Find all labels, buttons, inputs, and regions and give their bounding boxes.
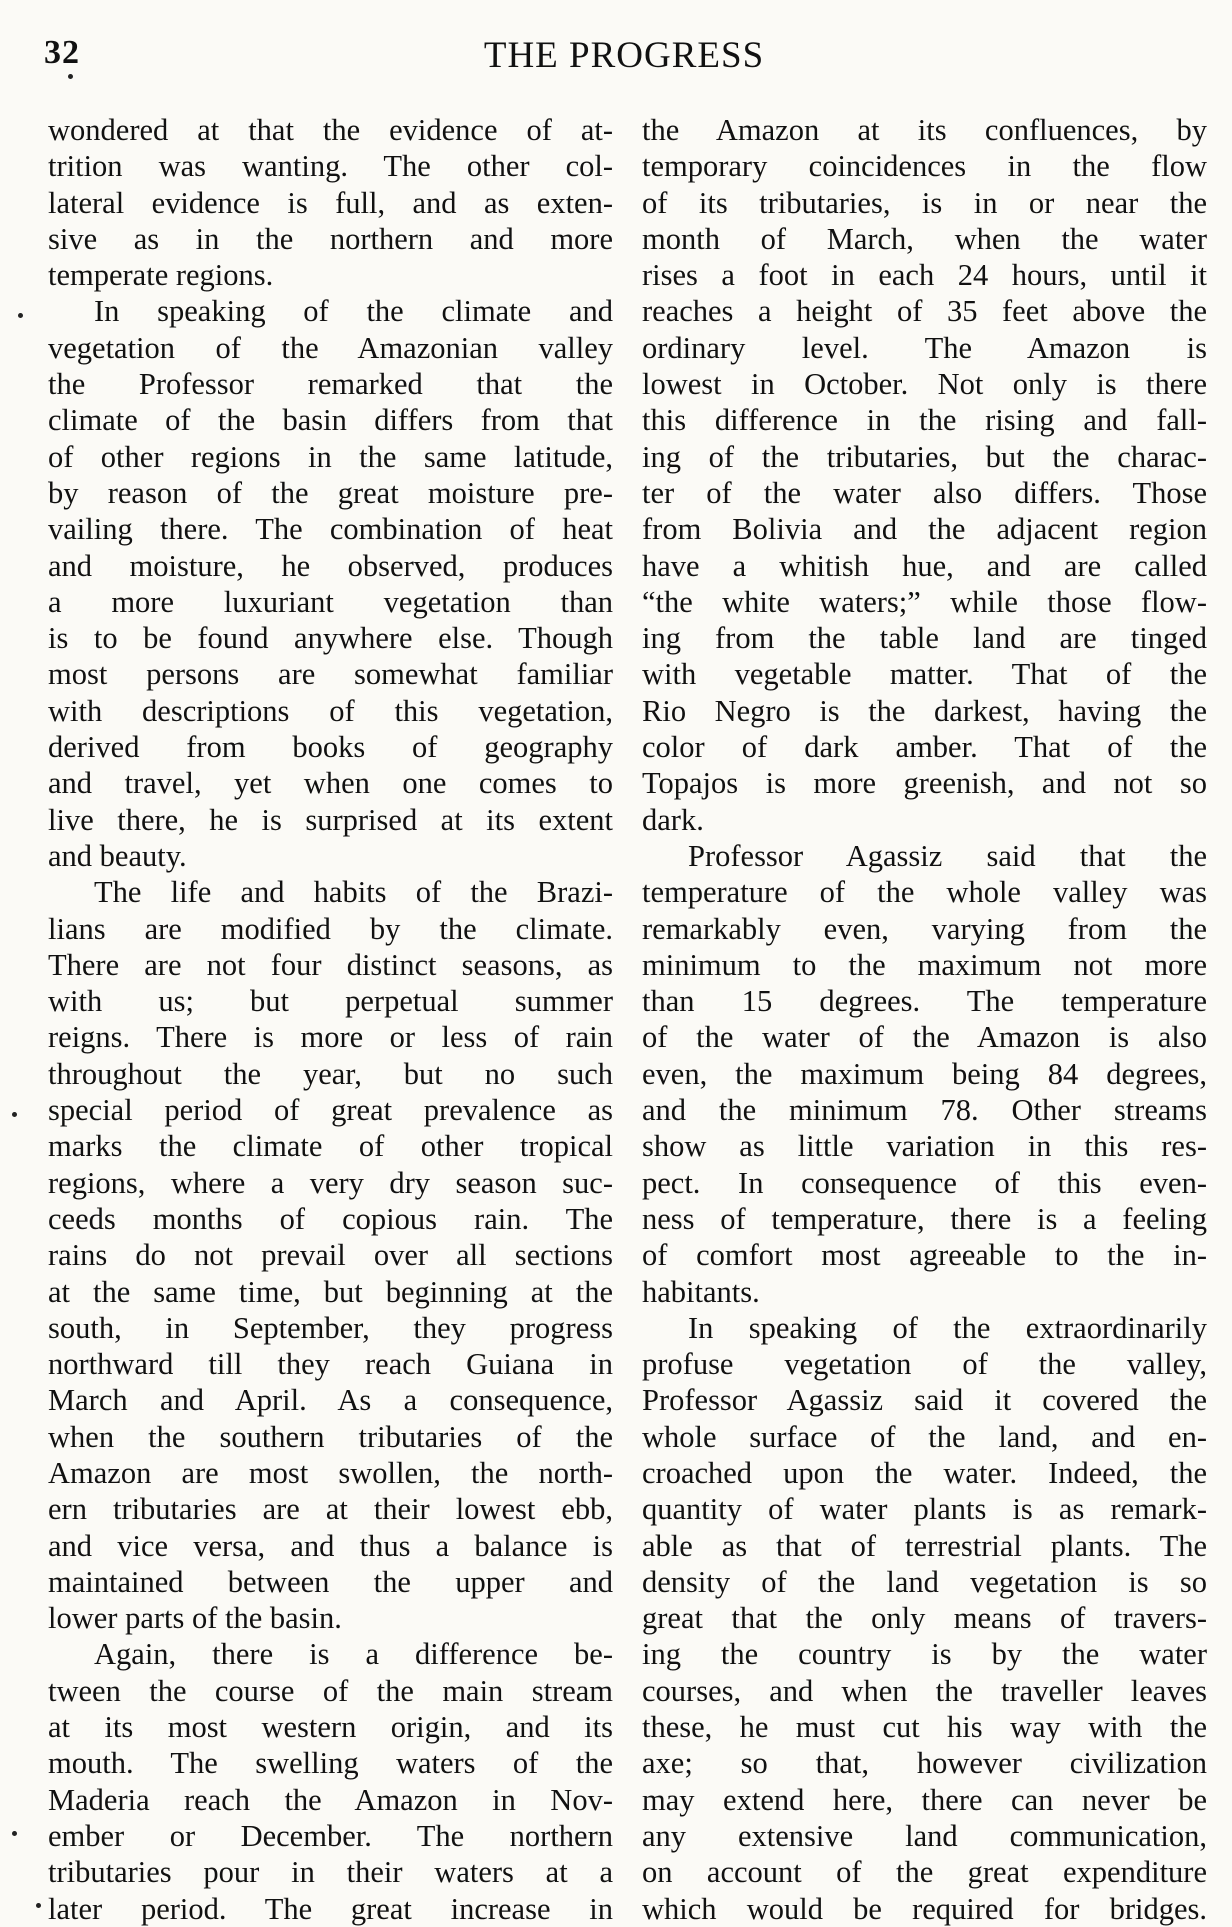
text-line: ing of the tributaries, but the charac- — [642, 439, 1207, 474]
text-line: In speaking of the extraordinarily — [688, 1310, 1207, 1345]
text-line: able as that of terrestrial plants. The — [642, 1528, 1207, 1563]
text-line: reaches a height of 35 feet above the — [642, 294, 1207, 329]
text-line: live there, he is surprised at its extent — [48, 802, 613, 837]
text-line: ter of the water also differs. Those — [642, 475, 1207, 510]
text-line: ceeds months of copious rain. The — [48, 1201, 613, 1236]
text-line: and travel, yet when one comes to — [48, 766, 613, 801]
text-line: at its most western origin, and its — [48, 1710, 613, 1745]
text-line: show as little variation in this res- — [642, 1129, 1207, 1164]
text-line: is to be found anywhere else. Though — [48, 621, 613, 656]
text-line: sive as in the northern and more — [48, 221, 613, 256]
text-line: Again, there is a difference be- — [94, 1637, 613, 1672]
text-line: courses, and when the traveller leaves — [642, 1673, 1207, 1708]
text-line: any extensive land communication, — [642, 1818, 1207, 1853]
text-column-right — [642, 112, 1207, 1927]
text-line: maintained between the upper and — [48, 1564, 613, 1599]
text-line: a more luxuriant vegetation than — [48, 584, 613, 619]
ink-speck — [68, 74, 73, 79]
text-line: rains do not prevail over all sections — [48, 1238, 613, 1273]
text-line: great that the only means of travers- — [642, 1601, 1207, 1636]
text-line: this difference in the rising and fall- — [642, 403, 1207, 438]
text-line: There are not four distinct seasons, as — [48, 947, 613, 982]
text-line: and the minimum 78. Other streams — [642, 1093, 1207, 1128]
text-line: whole surface of the land, and en- — [642, 1419, 1207, 1454]
text-line: Maderia reach the Amazon in Nov- — [48, 1782, 613, 1817]
text-line: the Professor remarked that the — [48, 367, 613, 402]
text-line: temperature of the whole valley was — [642, 875, 1207, 910]
text-line: even, the maximum being 84 degrees, — [642, 1056, 1207, 1091]
text-line: lateral evidence is full, and as exten- — [48, 185, 613, 220]
text-line: have a whitish hue, and are called — [642, 548, 1207, 583]
text-line: mouth. The swelling waters of the — [48, 1746, 613, 1781]
text-line: temperate regions. — [48, 258, 274, 293]
text-line: axe; so that, however civilization — [642, 1746, 1207, 1781]
text-line: Professor Agassiz said it covered the — [642, 1383, 1207, 1418]
text-line: wondered at that the evidence of at- — [48, 113, 613, 147]
text-line: March and April. As a consequence, — [48, 1383, 613, 1418]
text-line: and moisture, he observed, produces — [48, 548, 613, 583]
text-line: south, in September, they progress — [48, 1310, 613, 1345]
text-line: “the white waters;” while those flow- — [642, 584, 1207, 619]
text-line: color of dark amber. That of the — [642, 730, 1207, 765]
text-line: with us; but perpetual summer — [48, 984, 613, 1019]
text-line: tween the course of the main stream — [48, 1673, 613, 1708]
text-line: at the same time, but beginning at the — [48, 1274, 613, 1309]
text-line: Topajos is more greenish, and not so — [642, 766, 1207, 801]
text-line: Amazon are most swollen, the north- — [48, 1455, 613, 1490]
text-line: with vegetable matter. That of the — [642, 657, 1207, 692]
ink-speck — [18, 313, 23, 318]
text-column-left — [48, 112, 613, 1927]
text-line: vailing there. The combination of heat — [48, 512, 613, 547]
text-line: of other regions in the same latitude, — [48, 439, 613, 474]
text-line: month of March, when the water — [642, 221, 1207, 256]
text-line: habitants. — [642, 1274, 760, 1309]
text-line: special period of great prevalence as — [48, 1093, 613, 1128]
text-line: remarkably even, varying from the — [642, 911, 1207, 946]
text-line: pect. In consequence of this even- — [642, 1165, 1207, 1200]
text-line: than 15 degrees. The temperature — [642, 984, 1207, 1019]
page-number: 32 — [44, 34, 80, 71]
text-line: of comfort most agreeable to the in- — [642, 1238, 1207, 1273]
text-line: from Bolivia and the adjacent region — [642, 512, 1207, 547]
text-line: lians are modified by the climate. — [48, 911, 613, 946]
text-line: regions, where a very dry season suc- — [48, 1165, 613, 1200]
text-line: trition was wanting. The other col- — [48, 149, 613, 184]
text-line: ness of temperature, there is a feeling — [642, 1201, 1207, 1236]
text-line: ing from the table land are tinged — [642, 621, 1207, 656]
ink-speck — [36, 1903, 41, 1908]
text-line: rises a foot in each 24 hours, until it — [642, 258, 1207, 293]
text-line: minimum to the maximum not more — [642, 947, 1207, 982]
text-line: throughout the year, but no such — [48, 1056, 613, 1091]
text-line: lowest in October. Not only is there — [642, 367, 1207, 402]
text-line: ing the country is by the water — [642, 1637, 1207, 1672]
text-line: northward till they reach Guiana in — [48, 1347, 613, 1382]
text-line: on account of the great expenditure — [642, 1855, 1207, 1890]
text-line: The life and habits of the Brazi- — [94, 875, 613, 910]
text-line: when the southern tributaries of the — [48, 1419, 613, 1454]
text-line: with descriptions of this vegetation, — [48, 693, 613, 728]
text-line: later period. The great increase in — [48, 1891, 613, 1926]
text-line: most persons are somewhat familiar — [48, 657, 613, 692]
text-line: climate of the basin differs from that — [48, 403, 613, 438]
text-line: In speaking of the climate and — [94, 294, 613, 329]
text-line: and vice versa, and thus a balance is — [48, 1528, 613, 1563]
text-line: ern tributaries are at their lowest ebb, — [48, 1492, 613, 1527]
text-line: of its tributaries, is in or near the — [642, 185, 1207, 220]
text-line: dark. — [642, 802, 704, 837]
text-line: and beauty. — [48, 838, 187, 873]
text-line: tributaries pour in their waters at a — [48, 1855, 613, 1890]
ink-speck — [12, 1831, 17, 1836]
running-title: THE PROGRESS — [483, 35, 765, 76]
text-line: the Amazon at its confluences, by — [642, 113, 1207, 147]
text-line: derived from books of geography — [48, 730, 613, 765]
text-line: density of the land vegetation is so — [642, 1564, 1207, 1599]
text-line: lower parts of the basin. — [48, 1601, 342, 1636]
text-line: Professor Agassiz said that the — [688, 838, 1207, 873]
text-line: may extend here, there can never be — [642, 1782, 1207, 1817]
text-line: reigns. There is more or less of rain — [48, 1020, 613, 1055]
text-line: ember or December. The northern — [48, 1818, 613, 1853]
text-line: Rio Negro is the darkest, having the — [642, 693, 1207, 728]
text-line: of the water of the Amazon is also — [642, 1020, 1207, 1055]
text-line: vegetation of the Amazonian valley — [48, 330, 613, 365]
text-line: profuse vegetation of the valley, — [642, 1347, 1207, 1382]
text-line: temporary coincidences in the flow — [642, 149, 1207, 184]
text-line: marks the climate of other tropical — [48, 1129, 613, 1164]
text-line: by reason of the great moisture pre- — [48, 475, 613, 510]
text-line: croached upon the water. Indeed, the — [642, 1455, 1207, 1490]
ink-speck — [12, 1112, 17, 1117]
text-line: which would be required for bridges. — [642, 1891, 1207, 1926]
text-line: quantity of water plants is as remark- — [642, 1492, 1207, 1527]
page-header — [44, 34, 1204, 86]
text-line: these, he must cut his way with the — [642, 1710, 1207, 1745]
text-line: ordinary level. The Amazon is — [642, 330, 1207, 365]
